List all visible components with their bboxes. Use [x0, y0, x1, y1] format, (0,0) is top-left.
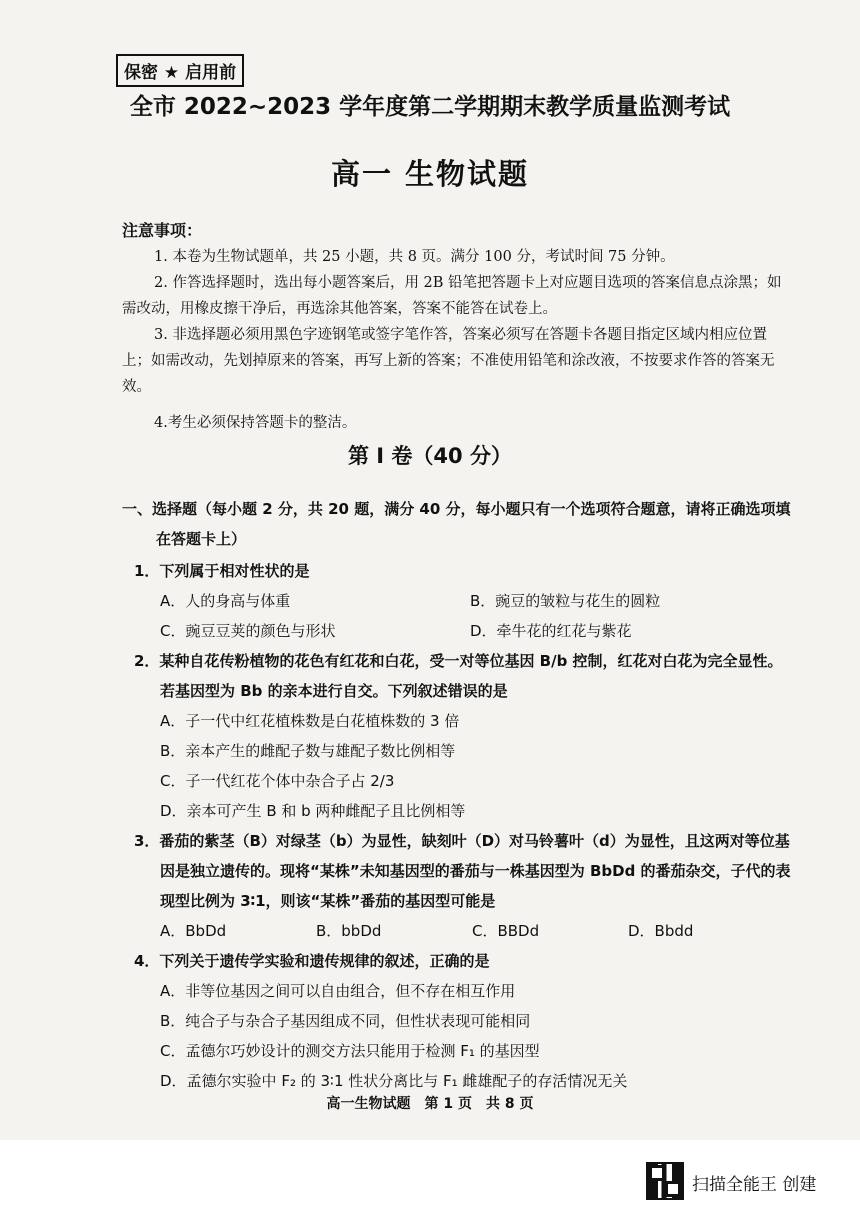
- notice-item: 1. 本卷为生物试题单，共 25 小题，共 8 页。满分 100 分，考试时间 75 分钟。: [154, 249, 675, 265]
- page-footer: 高一生物试题 第 1 页 共 8 页: [326, 1096, 534, 1112]
- question-3: [122, 826, 794, 946]
- qr-code-icon: [646, 1162, 684, 1200]
- question-stem: 3．番茄的紫茎（B）对绿茎（b）为显性，缺刻叶（D）对马铃薯叶（d）为显性，且这两对等位基因是独立遗传的。现将“某株”未知基因型的番茄与一株基因型为 BbDd 的番茄杂交，子代的表现型比例为 3∶1，则该“某株”番茄的基因型可能是: [134, 832, 791, 910]
- section-title: 第 I 卷（40 分）: [348, 444, 512, 468]
- notice-item: 3. 非选择题必须用黑色字迹钢笔或签字笔作答，答案必须写在答题卡各题目指定区域内相应位置上；如需改动，先划掉原来的答案，再写上新的答案；不准使用铅笔和涂改液，不按要求作答的答案无效。: [122, 327, 775, 395]
- option-row: [122, 616, 794, 646]
- question-stem: 2．某种自花传粉植物的花色有红花和白花，受一对等位基因 B/b 控制，红花对白花为完全显性。若基因型为 Bb 的亲本进行自交。下列叙述错误的是: [134, 652, 783, 700]
- option: A．子一代中红花植株数是白花植株数的 3 倍: [160, 712, 460, 730]
- option: B．纯合子与杂合子基因组成不同，但性状表现可能相同: [160, 1012, 531, 1030]
- confidential-label: 保密 ★ 启用前: [116, 54, 244, 87]
- exam-title: 全市 2022~2023 学年度第二学期期末教学质量监测考试: [129, 94, 731, 120]
- scanner-watermark: 扫描全能王 创建: [692, 1175, 817, 1195]
- option: C．子一代红花个体中杂合子占 2/3: [160, 772, 395, 790]
- question-1: [122, 556, 794, 646]
- option: A．非等位基因之间可以自由组合，但不存在相互作用: [160, 982, 516, 1000]
- option-row: [122, 916, 794, 946]
- exam-subtitle: 高一 生物试题: [330, 157, 530, 191]
- notice-heading: 注意事项：: [122, 221, 203, 240]
- question-2: [122, 646, 794, 826]
- option: C．BBDd: [472, 922, 540, 940]
- option: D．孟德尔实验中 F₂ 的 3∶1 性状分离比与 F₁ 雌雄配子的存活情况无关: [160, 1072, 628, 1090]
- option: D．亲本可产生 B 和 b 两种雌配子且比例相等: [160, 802, 466, 820]
- notice-item: 2. 作答选择题时，选出每小题答案后，用 2B 铅笔把答题卡上对应题目选项的答案信息点涂黑；如需改动，用橡皮擦干净后，再选涂其他答案，答案不能答在试卷上。: [122, 275, 782, 317]
- question-stem: 4．下列关于遗传学实验和遗传规律的叙述，正确的是: [134, 952, 490, 970]
- option: B．亲本产生的雌配子数与雄配子数比例相等: [160, 742, 456, 760]
- option: C．孟德尔巧妙设计的测交方法只能用于检测 F₁ 的基因型: [160, 1042, 540, 1060]
- question-list: [122, 494, 794, 1096]
- notice-list: [122, 244, 792, 436]
- notice-item: 4.考生必须保持答题卡的整洁。: [154, 415, 357, 431]
- option: C．豌豆豆荚的颜色与形状: [160, 622, 336, 640]
- option-row: [122, 586, 794, 616]
- question-4: [122, 946, 794, 1096]
- option: B．bbDd: [316, 922, 382, 940]
- section-instruction: 一、选择题（每小题 2 分，共 20 题，满分 40 分，每小题只有一个选项符合题意，请将正确选项填在答题卡上）: [122, 500, 791, 548]
- question-stem: 1．下列属于相对性状的是: [134, 562, 310, 580]
- option: A．BbDd: [160, 922, 227, 940]
- option: B．豌豆的皱粒与花生的圆粒: [470, 592, 661, 610]
- option: D．Bbdd: [628, 922, 694, 940]
- option: A．人的身高与体重: [160, 592, 291, 610]
- option: D．牵牛花的红花与紫花: [470, 622, 632, 640]
